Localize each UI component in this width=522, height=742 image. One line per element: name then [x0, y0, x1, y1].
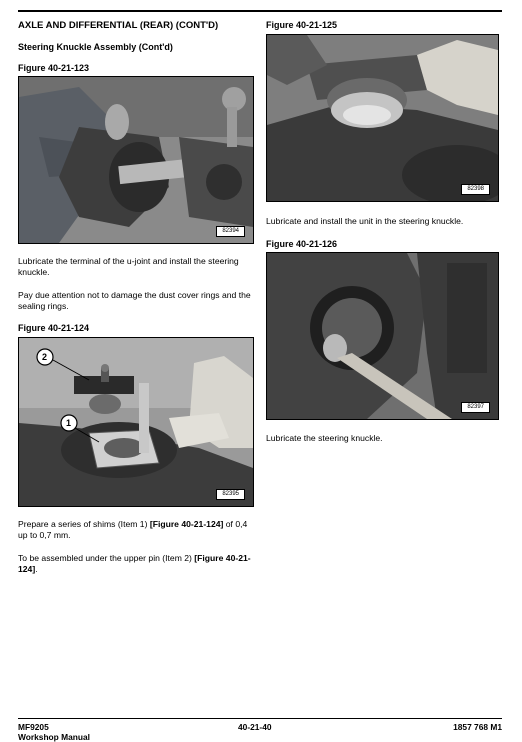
callout-item-2: 2: [42, 352, 48, 362]
shims-upper-pin-illustration: [19, 338, 253, 506]
figure-label-124: Figure 40-21-124: [18, 323, 90, 333]
paragraph-prepare-shims: Prepare a series of shims (Item 1) [Figure 40-21-124] of 0,4 up to 0,7 mm.: [18, 519, 248, 541]
footer-rule: [18, 718, 502, 719]
photo-code: 82397: [461, 402, 490, 413]
figure-40-21-124-photo: [18, 337, 254, 507]
callout-item-1: 1: [66, 418, 72, 428]
footer-manual: Workshop Manual: [18, 732, 90, 742]
photo-code: 82394: [216, 226, 245, 237]
figure-40-21-123-photo: [18, 76, 254, 244]
unit-install-illustration: [267, 35, 498, 201]
u-joint-install-illustration: [19, 77, 253, 243]
paragraph-dust-cover-warning: Pay due attention not to damage the dust cover rings and the sealing rings.: [18, 290, 251, 312]
paragraph-assemble-under-pin: To be assembled under the upper pin (Item 2) [Figure 40-21-124].: [18, 553, 251, 575]
subsection-title: Steering Knuckle Assembly (Cont'd): [18, 42, 173, 52]
photo-code: 82398: [461, 184, 490, 195]
figure-40-21-126-photo: [266, 252, 499, 420]
paragraph-lubricate-ujoint: Lubricate the terminal of the u-joint and install the steering knuckle.: [18, 256, 239, 278]
lubricate-knuckle-illustration: [267, 253, 498, 419]
figure-40-21-125-photo: [266, 34, 499, 202]
footer-page-number: 40-21-40: [238, 722, 272, 732]
paragraph-lubricate-install-unit: Lubricate and install the unit in the steering knuckle.: [266, 216, 464, 226]
paragraph-lubricate-knuckle: Lubricate the steering knuckle.: [266, 433, 383, 443]
footer-model: MF9205: [18, 722, 49, 732]
figure-label-125: Figure 40-21-125: [266, 20, 338, 30]
photo-code: 82395: [216, 489, 245, 500]
section-title: AXLE AND DIFFERENTIAL (REAR) (CONT'D): [18, 20, 219, 31]
footer-part-number: 1857 768 M1: [453, 722, 502, 732]
figure-label-126: Figure 40-21-126: [266, 239, 338, 249]
figure-label-123: Figure 40-21-123: [18, 63, 90, 73]
header-rule: [18, 10, 502, 12]
